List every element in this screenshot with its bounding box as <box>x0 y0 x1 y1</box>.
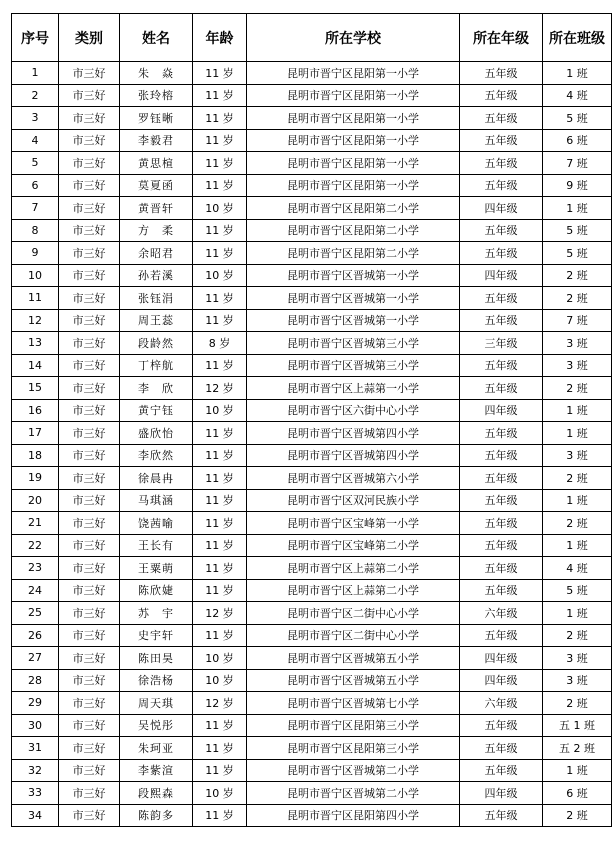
table-row <box>12 264 612 287</box>
cell-name: 罗钰晰 <box>120 107 193 130</box>
cell-class: 1 班 <box>543 197 612 220</box>
cell-category: 市三好 <box>59 354 120 377</box>
cell-name: 黄思楦 <box>120 152 193 175</box>
cell-category: 市三好 <box>59 174 120 197</box>
cell-category: 市三好 <box>59 624 120 647</box>
cell-school: 昆明市晋宁区上蒜第二小学 <box>247 557 460 580</box>
cell-index: 27 <box>12 647 59 670</box>
cell-index: 10 <box>12 264 59 287</box>
cell-name: 李紫渲 <box>120 759 193 782</box>
cell-category: 市三好 <box>59 737 120 760</box>
header-category: 类别 <box>59 14 120 62</box>
cell-category: 市三好 <box>59 782 120 805</box>
cell-grade: 五年级 <box>460 489 543 512</box>
cell-school: 昆明市晋宁区昆阳第二小学 <box>247 242 460 265</box>
cell-class: 3 班 <box>543 444 612 467</box>
cell-school: 昆明市晋宁区六街中心小学 <box>247 399 460 422</box>
cell-age: 10 岁 <box>193 782 247 805</box>
cell-name: 陈欣婕 <box>120 579 193 602</box>
cell-age: 11 岁 <box>193 444 247 467</box>
cell-category: 市三好 <box>59 107 120 130</box>
cell-index: 24 <box>12 579 59 602</box>
cell-school: 昆明市晋宁区二街中心小学 <box>247 602 460 625</box>
table-row <box>12 444 612 467</box>
cell-age: 11 岁 <box>193 354 247 377</box>
cell-category: 市三好 <box>59 714 120 737</box>
cell-index: 31 <box>12 737 59 760</box>
header-age: 年龄 <box>193 14 247 62</box>
cell-school: 昆明市晋宁区上蒜第一小学 <box>247 377 460 400</box>
cell-grade: 五年级 <box>460 624 543 647</box>
cell-class: 3 班 <box>543 354 612 377</box>
table-row <box>12 107 612 130</box>
cell-school: 昆明市晋宁区晋城第七小学 <box>247 692 460 715</box>
cell-category: 市三好 <box>59 534 120 557</box>
cell-index: 23 <box>12 557 59 580</box>
cell-class: 2 班 <box>543 692 612 715</box>
cell-school: 昆明市晋宁区晋城第三小学 <box>247 332 460 355</box>
cell-class: 6 班 <box>543 129 612 152</box>
cell-class: 7 班 <box>543 309 612 332</box>
cell-school: 昆明市晋宁区晋城第一小学 <box>247 264 460 287</box>
cell-class: 3 班 <box>543 669 612 692</box>
cell-name: 孙若溪 <box>120 264 193 287</box>
cell-class: 2 班 <box>543 512 612 535</box>
honor-student-table <box>11 13 612 827</box>
cell-grade: 四年级 <box>460 399 543 422</box>
cell-class: 1 班 <box>543 399 612 422</box>
cell-category: 市三好 <box>59 219 120 242</box>
cell-name: 王长有 <box>120 534 193 557</box>
cell-age: 11 岁 <box>193 467 247 490</box>
cell-index: 14 <box>12 354 59 377</box>
table-row <box>12 759 612 782</box>
cell-category: 市三好 <box>59 647 120 670</box>
cell-age: 11 岁 <box>193 737 247 760</box>
cell-class: 2 班 <box>543 287 612 310</box>
cell-school: 昆明市晋宁区昆阳第一小学 <box>247 174 460 197</box>
cell-grade: 五年级 <box>460 714 543 737</box>
cell-school: 昆明市晋宁区双河民族小学 <box>247 489 460 512</box>
cell-age: 11 岁 <box>193 714 247 737</box>
header-class: 所在班级 <box>543 14 612 62</box>
cell-grade: 六年级 <box>460 602 543 625</box>
table-row <box>12 377 612 400</box>
cell-school: 昆明市晋宁区晋城第二小学 <box>247 782 460 805</box>
cell-grade: 五年级 <box>460 759 543 782</box>
cell-school: 昆明市晋宁区晋城第二小学 <box>247 759 460 782</box>
cell-grade: 五年级 <box>460 129 543 152</box>
cell-school: 昆明市晋宁区昆阳第一小学 <box>247 84 460 107</box>
cell-age: 11 岁 <box>193 174 247 197</box>
cell-class: 1 班 <box>543 422 612 445</box>
cell-grade: 五年级 <box>460 107 543 130</box>
cell-school: 昆明市晋宁区晋城第一小学 <box>247 287 460 310</box>
cell-category: 市三好 <box>59 377 120 400</box>
cell-name: 李 欣 <box>120 377 193 400</box>
table-row <box>12 152 612 175</box>
table-row <box>12 489 612 512</box>
table-row <box>12 197 612 220</box>
cell-school: 昆明市晋宁区宝峰第二小学 <box>247 534 460 557</box>
cell-name: 余昭君 <box>120 242 193 265</box>
cell-school: 昆明市晋宁区昆阳第一小学 <box>247 152 460 175</box>
cell-grade: 五年级 <box>460 152 543 175</box>
cell-class: 9 班 <box>543 174 612 197</box>
cell-name: 朱 焱 <box>120 62 193 85</box>
cell-age: 10 岁 <box>193 647 247 670</box>
cell-name: 李毅君 <box>120 129 193 152</box>
cell-school: 昆明市晋宁区昆阳第一小学 <box>247 107 460 130</box>
cell-category: 市三好 <box>59 242 120 265</box>
table-row <box>12 782 612 805</box>
table-row <box>12 467 612 490</box>
cell-index: 19 <box>12 467 59 490</box>
cell-index: 4 <box>12 129 59 152</box>
cell-class: 6 班 <box>543 782 612 805</box>
cell-age: 11 岁 <box>193 84 247 107</box>
cell-name: 吴悦彤 <box>120 714 193 737</box>
cell-index: 15 <box>12 377 59 400</box>
cell-category: 市三好 <box>59 579 120 602</box>
cell-name: 陈田昊 <box>120 647 193 670</box>
cell-grade: 五年级 <box>460 62 543 85</box>
cell-class: 1 班 <box>543 62 612 85</box>
cell-category: 市三好 <box>59 512 120 535</box>
table-row <box>12 602 612 625</box>
table-row <box>12 512 612 535</box>
cell-name: 张玲榕 <box>120 84 193 107</box>
cell-school: 昆明市晋宁区昆阳第四小学 <box>247 804 460 827</box>
table-row <box>12 714 612 737</box>
cell-name: 黄晋轩 <box>120 197 193 220</box>
cell-school: 昆明市晋宁区晋城第三小学 <box>247 354 460 377</box>
cell-category: 市三好 <box>59 467 120 490</box>
cell-school: 昆明市晋宁区昆阳第一小学 <box>247 129 460 152</box>
cell-category: 市三好 <box>59 264 120 287</box>
cell-grade: 五年级 <box>460 377 543 400</box>
cell-name: 黄宁钰 <box>120 399 193 422</box>
cell-school: 昆明市晋宁区昆阳第三小学 <box>247 714 460 737</box>
cell-age: 11 岁 <box>193 287 247 310</box>
cell-grade: 五年级 <box>460 174 543 197</box>
cell-name: 段龄然 <box>120 332 193 355</box>
cell-class: 2 班 <box>543 377 612 400</box>
cell-index: 5 <box>12 152 59 175</box>
table-row <box>12 129 612 152</box>
cell-grade: 五年级 <box>460 737 543 760</box>
cell-index: 22 <box>12 534 59 557</box>
cell-grade: 五年级 <box>460 579 543 602</box>
table-row <box>12 84 612 107</box>
cell-category: 市三好 <box>59 489 120 512</box>
table-row <box>12 422 612 445</box>
cell-age: 11 岁 <box>193 219 247 242</box>
header-name: 姓名 <box>120 14 193 62</box>
cell-index: 20 <box>12 489 59 512</box>
cell-index: 18 <box>12 444 59 467</box>
cell-school: 昆明市晋宁区昆阳第三小学 <box>247 737 460 760</box>
cell-name: 盛欣怡 <box>120 422 193 445</box>
cell-index: 9 <box>12 242 59 265</box>
cell-class: 3 班 <box>543 647 612 670</box>
cell-age: 11 岁 <box>193 759 247 782</box>
cell-grade: 五年级 <box>460 287 543 310</box>
cell-class: 1 班 <box>543 602 612 625</box>
cell-category: 市三好 <box>59 309 120 332</box>
table-row <box>12 62 612 85</box>
cell-age: 11 岁 <box>193 579 247 602</box>
table-row <box>12 804 612 827</box>
cell-school: 昆明市晋宁区晋城第五小学 <box>247 669 460 692</box>
header-index: 序号 <box>12 14 59 62</box>
cell-category: 市三好 <box>59 62 120 85</box>
table-row <box>12 287 612 310</box>
cell-age: 12 岁 <box>193 377 247 400</box>
table-row <box>12 332 612 355</box>
cell-age: 11 岁 <box>193 534 247 557</box>
cell-category: 市三好 <box>59 669 120 692</box>
cell-grade: 三年级 <box>460 332 543 355</box>
cell-grade: 四年级 <box>460 782 543 805</box>
cell-grade: 五年级 <box>460 84 543 107</box>
table-row <box>12 579 612 602</box>
cell-class: 1 班 <box>543 759 612 782</box>
cell-age: 11 岁 <box>193 489 247 512</box>
cell-school: 昆明市晋宁区宝峰第一小学 <box>247 512 460 535</box>
cell-age: 10 岁 <box>193 669 247 692</box>
cell-school: 昆明市晋宁区上蒜第二小学 <box>247 579 460 602</box>
table-row <box>12 242 612 265</box>
cell-grade: 五年级 <box>460 309 543 332</box>
cell-grade: 五年级 <box>460 804 543 827</box>
cell-index: 32 <box>12 759 59 782</box>
cell-age: 11 岁 <box>193 129 247 152</box>
cell-name: 徐浩杨 <box>120 669 193 692</box>
table-row <box>12 534 612 557</box>
cell-class: 5 班 <box>543 107 612 130</box>
cell-school: 昆明市晋宁区二街中心小学 <box>247 624 460 647</box>
cell-category: 市三好 <box>59 804 120 827</box>
cell-category: 市三好 <box>59 129 120 152</box>
cell-age: 11 岁 <box>193 624 247 647</box>
cell-index: 6 <box>12 174 59 197</box>
cell-class: 1 班 <box>543 534 612 557</box>
cell-class: 4 班 <box>543 557 612 580</box>
cell-class: 2 班 <box>543 264 612 287</box>
cell-name: 马琪涵 <box>120 489 193 512</box>
cell-grade: 五年级 <box>460 422 543 445</box>
cell-class: 五 2 班 <box>543 737 612 760</box>
cell-index: 3 <box>12 107 59 130</box>
cell-school: 昆明市晋宁区晋城第一小学 <box>247 309 460 332</box>
cell-class: 3 班 <box>543 332 612 355</box>
cell-category: 市三好 <box>59 444 120 467</box>
cell-name: 方 柔 <box>120 219 193 242</box>
cell-age: 8 岁 <box>193 332 247 355</box>
table-row <box>12 647 612 670</box>
cell-school: 昆明市晋宁区昆阳第二小学 <box>247 219 460 242</box>
cell-grade: 五年级 <box>460 444 543 467</box>
table-row <box>12 399 612 422</box>
cell-index: 21 <box>12 512 59 535</box>
cell-name: 周天琪 <box>120 692 193 715</box>
cell-index: 12 <box>12 309 59 332</box>
cell-category: 市三好 <box>59 692 120 715</box>
cell-grade: 四年级 <box>460 264 543 287</box>
table-header-row <box>12 14 612 62</box>
cell-category: 市三好 <box>59 422 120 445</box>
cell-school: 昆明市晋宁区晋城第五小学 <box>247 647 460 670</box>
cell-category: 市三好 <box>59 84 120 107</box>
cell-grade: 五年级 <box>460 354 543 377</box>
header-grade: 所在年级 <box>460 14 543 62</box>
cell-index: 7 <box>12 197 59 220</box>
cell-age: 11 岁 <box>193 804 247 827</box>
cell-school: 昆明市晋宁区昆阳第二小学 <box>247 197 460 220</box>
cell-index: 29 <box>12 692 59 715</box>
cell-age: 11 岁 <box>193 512 247 535</box>
table-row <box>12 737 612 760</box>
cell-name: 陈韵多 <box>120 804 193 827</box>
header-school: 所在学校 <box>247 14 460 62</box>
cell-category: 市三好 <box>59 152 120 175</box>
cell-class: 1 班 <box>543 489 612 512</box>
cell-index: 30 <box>12 714 59 737</box>
cell-school: 昆明市晋宁区晋城第六小学 <box>247 467 460 490</box>
cell-grade: 五年级 <box>460 534 543 557</box>
cell-category: 市三好 <box>59 557 120 580</box>
cell-class: 7 班 <box>543 152 612 175</box>
table-row <box>12 354 612 377</box>
cell-name: 段熙森 <box>120 782 193 805</box>
cell-school: 昆明市晋宁区晋城第四小学 <box>247 444 460 467</box>
cell-age: 11 岁 <box>193 557 247 580</box>
cell-name: 丁梓航 <box>120 354 193 377</box>
cell-index: 8 <box>12 219 59 242</box>
table-row <box>12 557 612 580</box>
cell-age: 11 岁 <box>193 152 247 175</box>
cell-class: 5 班 <box>543 579 612 602</box>
cell-class: 4 班 <box>543 84 612 107</box>
cell-name: 李欣然 <box>120 444 193 467</box>
cell-name: 张钰涓 <box>120 287 193 310</box>
cell-age: 10 岁 <box>193 264 247 287</box>
cell-index: 16 <box>12 399 59 422</box>
cell-age: 12 岁 <box>193 602 247 625</box>
cell-name: 莫夏函 <box>120 174 193 197</box>
cell-category: 市三好 <box>59 197 120 220</box>
cell-name: 饶茜喻 <box>120 512 193 535</box>
cell-grade: 五年级 <box>460 467 543 490</box>
cell-age: 11 岁 <box>193 62 247 85</box>
cell-school: 昆明市晋宁区昆阳第一小学 <box>247 62 460 85</box>
cell-grade: 四年级 <box>460 647 543 670</box>
cell-name: 徐晨冉 <box>120 467 193 490</box>
cell-index: 33 <box>12 782 59 805</box>
cell-class: 2 班 <box>543 467 612 490</box>
cell-index: 28 <box>12 669 59 692</box>
cell-class: 5 班 <box>543 219 612 242</box>
cell-index: 17 <box>12 422 59 445</box>
cell-index: 25 <box>12 602 59 625</box>
cell-age: 11 岁 <box>193 309 247 332</box>
cell-age: 11 岁 <box>193 242 247 265</box>
cell-age: 11 岁 <box>193 422 247 445</box>
table-row <box>12 219 612 242</box>
cell-grade: 五年级 <box>460 242 543 265</box>
table-row <box>12 692 612 715</box>
cell-age: 11 岁 <box>193 107 247 130</box>
cell-index: 1 <box>12 62 59 85</box>
cell-grade: 五年级 <box>460 512 543 535</box>
cell-index: 13 <box>12 332 59 355</box>
cell-grade: 六年级 <box>460 692 543 715</box>
cell-name: 史宇轩 <box>120 624 193 647</box>
cell-class: 5 班 <box>543 242 612 265</box>
cell-age: 12 岁 <box>193 692 247 715</box>
cell-grade: 五年级 <box>460 557 543 580</box>
cell-category: 市三好 <box>59 287 120 310</box>
cell-name: 王粟萌 <box>120 557 193 580</box>
table-row <box>12 669 612 692</box>
cell-index: 26 <box>12 624 59 647</box>
table-row <box>12 624 612 647</box>
cell-category: 市三好 <box>59 759 120 782</box>
cell-age: 10 岁 <box>193 399 247 422</box>
table-row <box>12 309 612 332</box>
cell-grade: 四年级 <box>460 669 543 692</box>
cell-name: 苏 宇 <box>120 602 193 625</box>
cell-class: 2 班 <box>543 804 612 827</box>
cell-grade: 五年级 <box>460 219 543 242</box>
cell-class: 2 班 <box>543 624 612 647</box>
cell-school: 昆明市晋宁区晋城第四小学 <box>247 422 460 445</box>
table-row <box>12 174 612 197</box>
cell-name: 周王蕊 <box>120 309 193 332</box>
cell-index: 2 <box>12 84 59 107</box>
cell-index: 11 <box>12 287 59 310</box>
cell-category: 市三好 <box>59 399 120 422</box>
cell-category: 市三好 <box>59 332 120 355</box>
cell-class: 五 1 班 <box>543 714 612 737</box>
cell-name: 朱珂亚 <box>120 737 193 760</box>
cell-index: 34 <box>12 804 59 827</box>
cell-age: 10 岁 <box>193 197 247 220</box>
cell-grade: 四年级 <box>460 197 543 220</box>
cell-category: 市三好 <box>59 602 120 625</box>
